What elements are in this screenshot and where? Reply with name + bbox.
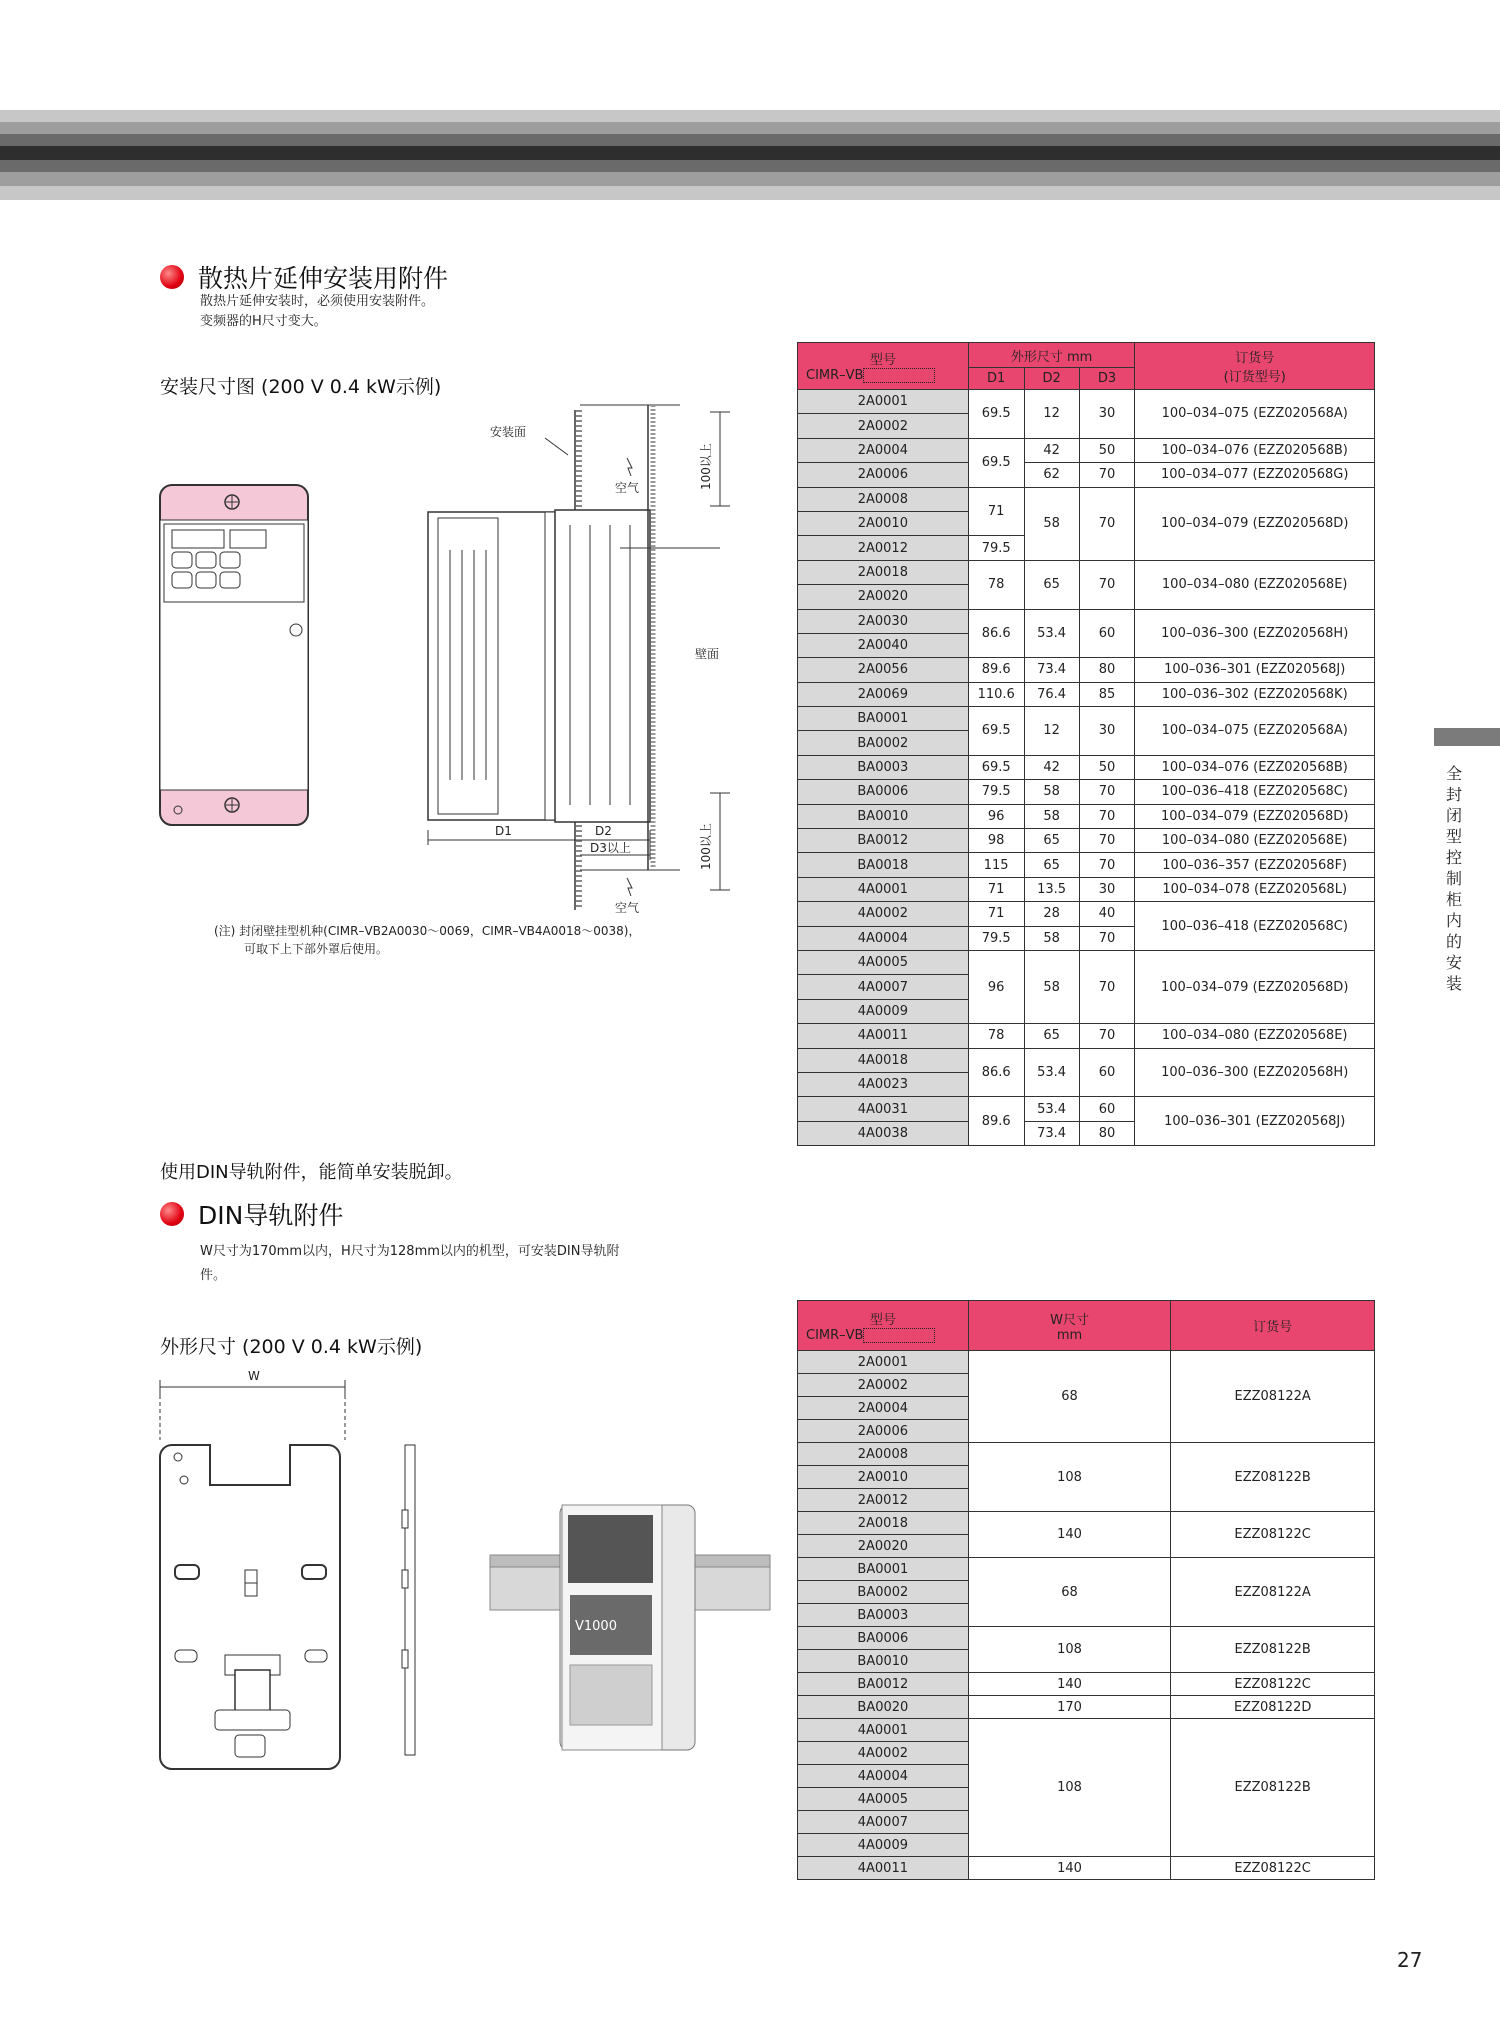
d3-cell: 30 [1079,707,1135,756]
d3-cell: 50 [1079,755,1135,779]
label-d1: D1 [495,824,512,838]
model-cell: 2A0069 [798,682,969,706]
sidebar-tab [1434,728,1500,746]
table-row [798,853,1375,877]
model-cell: BA0018 [798,853,969,877]
model-cell: BA0010 [798,804,969,828]
d3-cell: 70 [1079,804,1135,828]
label-air-top: 空气 [615,481,640,495]
model-cell: BA0001 [798,707,969,731]
table-row [798,463,1375,487]
d1-cell: 78 [968,1024,1024,1048]
inverter-front-view [160,485,308,825]
table-row [798,1512,1375,1535]
model-cell: 2A0020 [798,1535,969,1558]
order-cell: 100–034–079 (EZZ020568D) [1135,950,1375,1023]
d3-cell: 70 [1079,950,1135,1023]
model-cell: 4A0007 [798,1811,969,1834]
w-cell: 68 [968,1351,1171,1443]
header-d2: D2 [1024,368,1079,390]
model-cell: 2A0012 [798,1489,969,1512]
din-intro: 使用DIN导轨附件，能简单安装脱卸。 [160,1162,463,1183]
header-model: 型号 CIMR–VB [798,343,969,390]
model-cell: 2A0001 [798,1351,969,1374]
model-cell: 2A0002 [798,414,969,438]
d1-cell: 96 [968,950,1024,1023]
model-cell: 4A0023 [798,1072,969,1096]
model-cell: 2A0006 [798,463,969,487]
d3-cell: 70 [1079,853,1135,877]
model-cell: BA0012 [798,1673,969,1696]
model-cell: 2A0030 [798,609,969,633]
table-row [798,829,1375,853]
table-row [798,902,1375,926]
d3-cell: 60 [1079,1097,1135,1121]
order-cell: EZZ08122B [1171,1627,1375,1673]
w-cell: 140 [968,1673,1171,1696]
table-row [798,1351,1375,1374]
model-cell: 2A0010 [798,511,969,535]
model-cell: 4A0002 [798,902,969,926]
model-cell: 2A0012 [798,536,969,560]
w-cell: 108 [968,1719,1171,1857]
din-plate-front-view [160,1380,345,1769]
model-suffix-box [863,368,935,383]
order-cell: 100–036–418 (EZZ020568C) [1135,902,1375,951]
d2-cell: 12 [1024,390,1079,439]
model-cell: 4A0009 [798,999,969,1023]
model-cell: 4A0004 [798,926,969,950]
w-cell: 170 [968,1696,1171,1719]
table-row [798,780,1375,804]
order-cell: 100–034–075 (EZZ020568A) [1135,707,1375,756]
d2-cell: 58 [1024,780,1079,804]
d1-cell: 89.6 [968,658,1024,682]
model-cell: 4A0018 [798,1048,969,1072]
model-cell: 4A0001 [798,1719,969,1742]
bullet-icon [160,265,184,289]
d1-cell: 86.6 [968,1048,1024,1097]
model-cell: BA0006 [798,1627,969,1650]
inverter-on-din-rail-photo [490,1505,770,1750]
d1-cell: 115 [968,853,1024,877]
d1-cell: 98 [968,829,1024,853]
d3-cell: 50 [1079,438,1135,462]
order-cell: 100–036–302 (EZZ020568K) [1135,682,1375,706]
label-d2: D2 [595,824,612,838]
table-row [798,1048,1375,1072]
model-cell: 2A0056 [798,658,969,682]
order-cell: EZZ08122D [1171,1696,1375,1719]
table-row [798,950,1375,974]
order-cell: 100–034–080 (EZZ020568E) [1135,560,1375,609]
header-order: 订货号 [1171,1301,1375,1351]
d2-cell: 13.5 [1024,877,1079,901]
order-cell: EZZ08122B [1171,1443,1375,1512]
diagram-caption-heatsink: 安装尺寸图 (200 V 0.4 kW示例) [160,376,442,398]
header-w-size: W尺寸 mm [968,1301,1171,1351]
d1-cell: 96 [968,804,1024,828]
model-cell: 4A0009 [798,1834,969,1857]
header-order: 订货号 (订货型号) [1135,343,1375,390]
d3-cell: 70 [1079,1024,1135,1048]
d1-cell: 79.5 [968,536,1024,560]
model-cell: BA0006 [798,780,969,804]
label-d3: D3以上 [590,841,631,855]
d2-cell: 28 [1024,902,1079,926]
d3-cell: 80 [1079,658,1135,682]
d2-cell: 58 [1024,487,1079,560]
d2-cell: 58 [1024,950,1079,1023]
header-dims: 外形尺寸 mm [968,343,1135,368]
table-row [798,487,1375,511]
diagram-caption-din: 外形尺寸 (200 V 0.4 kW示例) [160,1336,423,1358]
model-cell: 4A0011 [798,1857,969,1880]
order-cell: 100–036–357 (EZZ020568F) [1135,853,1375,877]
d1-cell: 79.5 [968,926,1024,950]
table-row [798,755,1375,779]
heatsink-table-body [798,390,1375,1146]
table-row [798,1443,1375,1466]
model-cell: BA0010 [798,1650,969,1673]
d1-cell: 110.6 [968,682,1024,706]
d1-cell: 89.6 [968,1097,1024,1146]
table-row [798,1673,1375,1696]
footnote-heatsink: (注) 封闭壁挂型机种(CIMR–VB2A0030～0069，CIMR–VB4A0018～0038)， 可取下上下部外罩后使用。 [214,924,641,956]
d2-cell: 65 [1024,1024,1079,1048]
table-row [798,438,1375,462]
header-d3: D3 [1079,368,1135,390]
order-cell: 100–036–301 (EZZ020568J) [1135,1097,1375,1146]
din-plate-side-view [402,1445,415,1755]
table-row [798,1558,1375,1581]
model-cell: BA0003 [798,1604,969,1627]
d2-cell: 73.4 [1024,1121,1079,1145]
model-cell: 2A0004 [798,1397,969,1420]
model-cell: 4A0038 [798,1121,969,1145]
table-row [798,560,1375,584]
order-cell: 100–036–300 (EZZ020568H) [1135,609,1375,658]
model-cell: 2A0008 [798,1443,969,1466]
order-cell: EZZ08122A [1171,1558,1375,1627]
d3-cell: 70 [1079,780,1135,804]
label-clearance-top: 100以上 [699,443,713,490]
d2-cell: 42 [1024,438,1079,462]
order-cell: EZZ08122C [1171,1673,1375,1696]
model-cell: 2A0001 [798,390,969,414]
model-cell: 4A0011 [798,1024,969,1048]
model-cell: 2A0008 [798,487,969,511]
photo-label: V1000 [575,1619,617,1634]
d1-cell: 71 [968,902,1024,926]
model-cell: 4A0031 [798,1097,969,1121]
inverter-side-view [428,405,730,910]
d2-cell: 62 [1024,463,1079,487]
model-cell: 4A0002 [798,1742,969,1765]
table-row [798,390,1375,414]
d1-cell: 79.5 [968,780,1024,804]
table-row [798,1097,1375,1121]
d3-cell: 80 [1079,1121,1135,1145]
order-cell: EZZ08122A [1171,1351,1375,1443]
page-number: 27 [1397,1948,1423,1972]
order-cell: 100–034–080 (EZZ020568E) [1135,829,1375,853]
d2-cell: 65 [1024,853,1079,877]
label-w: W [248,1369,260,1383]
d1-cell: 71 [968,487,1024,536]
header-model: 型号 CIMR–VB [798,1301,969,1351]
order-cell: 100–034–077 (EZZ020568G) [1135,463,1375,487]
d3-cell: 40 [1079,902,1135,926]
model-cell: 2A0002 [798,1374,969,1397]
d2-cell: 65 [1024,560,1079,609]
order-cell: 100–034–076 (EZZ020568B) [1135,438,1375,462]
model-cell: 2A0020 [798,585,969,609]
order-cell: 100–034–080 (EZZ020568E) [1135,1024,1375,1048]
table-row [798,609,1375,633]
d2-cell: 53.4 [1024,609,1079,658]
order-cell: 100–036–300 (EZZ020568H) [1135,1048,1375,1097]
model-cell: BA0002 [798,731,969,755]
d2-cell: 73.4 [1024,658,1079,682]
order-cell: EZZ08122C [1171,1857,1375,1880]
d1-cell: 69.5 [968,390,1024,439]
table-row [798,707,1375,731]
model-cell: 2A0006 [798,1420,969,1443]
table-row [798,658,1375,682]
d3-cell: 30 [1079,390,1135,439]
d3-cell: 70 [1079,926,1135,950]
table-row [798,1696,1375,1719]
order-cell: EZZ08122B [1171,1719,1375,1857]
section-title-din: DIN导轨附件 [160,1196,343,1232]
w-cell: 68 [968,1558,1171,1627]
heatsink-mount-diagram [150,400,750,920]
model-cell: 4A0005 [798,1788,969,1811]
bullet-icon [160,1202,184,1226]
model-cell: 2A0004 [798,438,969,462]
table-row [798,877,1375,901]
d2-cell: 42 [1024,755,1079,779]
header-d1: D1 [968,368,1024,390]
order-cell: 100–036–418 (EZZ020568C) [1135,780,1375,804]
model-cell: 2A0018 [798,560,969,584]
d3-cell: 30 [1079,877,1135,901]
model-suffix-box [863,1328,935,1343]
model-cell: 2A0040 [798,633,969,657]
section-title-heatsink: 散热片延伸安装用附件 [160,259,448,295]
d2-cell: 65 [1024,829,1079,853]
d2-cell: 58 [1024,804,1079,828]
order-cell: EZZ08122C [1171,1512,1375,1558]
table-row [798,1024,1375,1048]
order-cell: 100–034–079 (EZZ020568D) [1135,487,1375,560]
d3-cell: 60 [1079,1048,1135,1097]
label-mount-face: 安装面 [490,425,527,439]
d1-cell: 71 [968,877,1024,901]
d3-cell: 70 [1079,487,1135,560]
d3-cell: 70 [1079,463,1135,487]
d2-cell: 53.4 [1024,1048,1079,1097]
model-cell: BA0020 [798,1696,969,1719]
table-row [798,804,1375,828]
label-air-bottom: 空气 [615,901,640,915]
d1-cell: 86.6 [968,609,1024,658]
w-cell: 108 [968,1443,1171,1512]
din-rail-diagram [150,1365,790,1825]
section-note-din: W尺寸为170mm以内，H尺寸为128mm以内的机型，可安装DIN导轨附 件。 [200,1244,620,1283]
din-rail-table [797,1300,1375,1880]
table-row [798,1627,1375,1650]
table-row [798,1719,1375,1742]
order-cell: 100–034–075 (EZZ020568A) [1135,390,1375,439]
d1-cell: 78 [968,560,1024,609]
order-cell: 100–034–078 (EZZ020568L) [1135,877,1375,901]
model-cell: BA0012 [798,829,969,853]
w-cell: 108 [968,1627,1171,1673]
order-cell: 100–034–079 (EZZ020568D) [1135,804,1375,828]
model-cell: BA0002 [798,1581,969,1604]
model-cell: 2A0018 [798,1512,969,1535]
label-clearance-bottom: 100以上 [699,823,713,870]
d1-cell: 69.5 [968,707,1024,756]
d3-cell: 70 [1079,829,1135,853]
d2-cell: 76.4 [1024,682,1079,706]
order-cell: 100–034–076 (EZZ020568B) [1135,755,1375,779]
table-row [798,682,1375,706]
d2-cell: 12 [1024,707,1079,756]
w-cell: 140 [968,1857,1171,1880]
heatsink-attachment-table [797,342,1375,1146]
d2-cell: 58 [1024,926,1079,950]
model-cell: 4A0007 [798,975,969,999]
header-stripes [0,110,1500,200]
d3-cell: 85 [1079,682,1135,706]
model-cell: 4A0005 [798,950,969,974]
model-cell: BA0001 [798,1558,969,1581]
order-cell: 100–036–301 (EZZ020568J) [1135,658,1375,682]
model-cell: 2A0010 [798,1466,969,1489]
label-wall: 壁面 [695,647,720,661]
w-cell: 140 [968,1512,1171,1558]
din-table-body [798,1351,1375,1880]
model-cell: BA0003 [798,755,969,779]
d1-cell: 69.5 [968,755,1024,779]
model-cell: 4A0004 [798,1765,969,1788]
sidebar-label: 全封闭型控制柜内的安装 [1445,764,1462,993]
section-note-heatsink: 散热片延伸安装时，必须使用安装附件。 变频器的H尺寸变大。 [200,294,435,329]
d2-cell: 53.4 [1024,1097,1079,1121]
d3-cell: 70 [1079,560,1135,609]
model-cell: 4A0001 [798,877,969,901]
d3-cell: 60 [1079,609,1135,658]
table-row [798,1857,1375,1880]
d1-cell: 69.5 [968,438,1024,487]
